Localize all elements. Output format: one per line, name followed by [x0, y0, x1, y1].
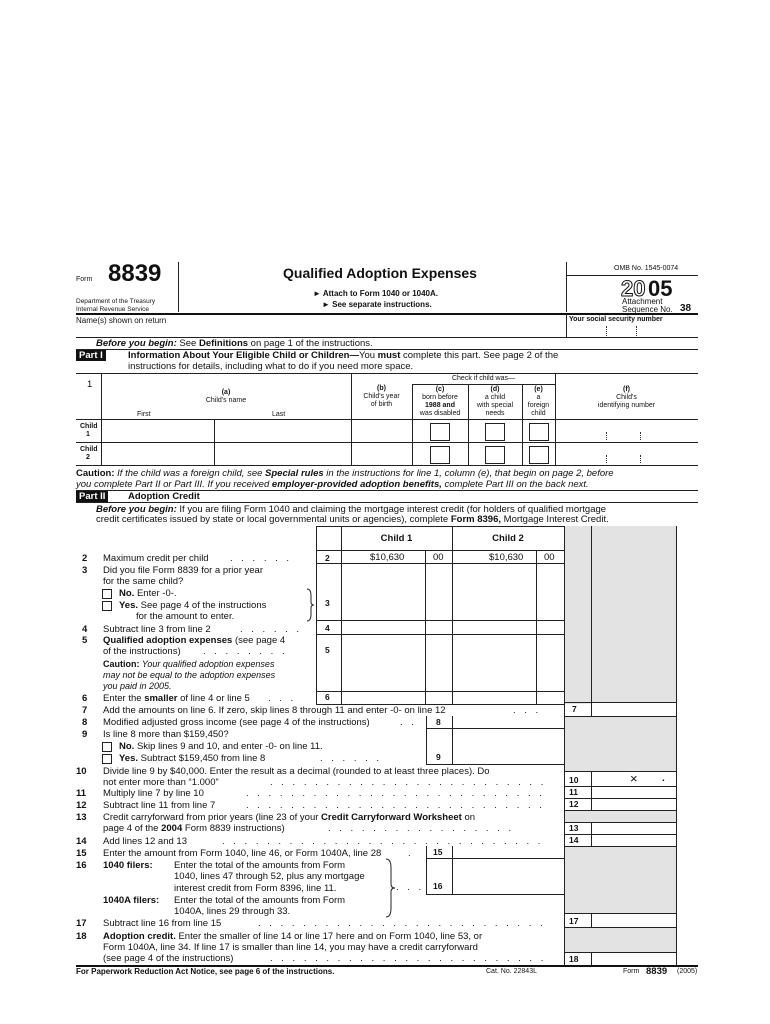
part1-title-line2: instructions for details, including what to do if you need more space.	[128, 361, 414, 372]
line-15-number: 15	[76, 848, 87, 859]
brace-icon	[305, 588, 315, 622]
line-3-no-checkbox[interactable]	[102, 589, 112, 599]
line-13-label	[103, 812, 475, 823]
title-text: You	[358, 350, 378, 361]
before-label: Before you begin:	[96, 338, 177, 349]
footer-form-number: 8839	[646, 966, 668, 977]
paperwork-notice: For Paperwork Reduction Act Notice, see page 6 of the instructions.	[76, 967, 335, 976]
line-9-yes-checkbox[interactable]	[102, 754, 112, 764]
leader-dots: . . . . . . . . . . . . . . . . . . . . . . . . . . .	[246, 788, 545, 799]
divider	[426, 764, 564, 765]
line-6-text: of line 4 or line 5	[177, 693, 250, 704]
caution-text: complete Part III on the back next.	[441, 479, 589, 490]
attach-instruction: ► Attach to Form 1040 or 1040A.	[313, 289, 438, 298]
caution-line-2	[76, 479, 589, 490]
line-13-box-number: 13	[569, 823, 579, 833]
line-13-label-2	[103, 823, 285, 834]
line-13-text: Credit carryforward from prior years (line 23 of your	[103, 812, 322, 823]
line-3-number: 3	[82, 565, 88, 576]
no-text: Skip lines 9 and 10, and enter -0- on line 11.	[134, 741, 323, 752]
line-9-no-option	[119, 741, 323, 752]
caution-bold: employer-provided adoption benefits,	[271, 479, 442, 490]
grid-line	[426, 846, 427, 894]
shaded-area	[565, 928, 676, 952]
line-10-label-2: not enter more than “1.000”	[103, 777, 219, 788]
line-14-number: 14	[76, 836, 87, 847]
line-10-box-number: 10	[569, 775, 579, 785]
leader-dots: . .	[400, 717, 417, 728]
line-2-number: 2	[82, 553, 88, 564]
caution-label: Caution:	[103, 659, 140, 669]
line-3-child-2-input[interactable]	[453, 564, 535, 620]
col-d-label-2: with special	[476, 402, 514, 409]
before-bold: Form 8396,	[450, 514, 502, 525]
leader-dots: . . . . . . . . . . . . . . . . . . . . . . . . .	[270, 777, 547, 788]
line-13-number: 13	[76, 812, 87, 823]
child-1-number: 1	[86, 431, 90, 438]
ssn-separator	[606, 455, 607, 463]
line-15-box-number: 15	[433, 847, 443, 857]
grid-line	[426, 716, 427, 764]
grid-line	[412, 384, 555, 385]
dept-line-1: Department of the Treasury	[76, 298, 156, 305]
child-2-column-header: Child 2	[492, 533, 524, 544]
line-13-bold: 2004	[161, 823, 183, 834]
leader-dots: . . . . . . . . . . . . . . . . .	[328, 823, 515, 834]
line-16-1040a-text-1: Enter the total of the amounts from Form	[174, 895, 346, 906]
line-17-number: 17	[76, 918, 87, 929]
col-b-letter: (b)	[377, 385, 386, 392]
before-bold: Definitions	[198, 338, 249, 349]
ssn-separator	[606, 326, 608, 336]
col-c-label-1: born before	[422, 394, 458, 401]
leader-dots: . . . . . . . . . . . . . . . . . . . . . . . . . . . . .	[222, 836, 544, 847]
line-6-bold: smaller	[144, 693, 178, 704]
line-5-box-number: 5	[325, 645, 330, 655]
leader-dots: . . .	[396, 882, 425, 893]
col-e-label-2: foreign	[527, 402, 550, 409]
caution-text: you complete Part II or Part III. If you received	[76, 479, 272, 490]
line-9-yes-option	[119, 753, 265, 764]
line-4-label: Subtract line 3 from line 2	[103, 624, 211, 635]
line-5-label	[103, 635, 285, 646]
leader-dots: .	[408, 848, 414, 859]
line-11-box-number: 11	[569, 787, 578, 797]
col-e-label-1: a	[536, 394, 541, 401]
divider	[76, 313, 698, 315]
leader-dots: . . . . . . . . . . . . . . . . . . . . . . . . . . .	[246, 800, 545, 811]
line-5-text: (see page 4	[232, 635, 286, 646]
title-rest: complete this part. See page 2 of the	[400, 350, 559, 361]
col-a-letter: (a)	[221, 389, 231, 396]
yes-text: Subtract $159,450 from line 8	[138, 753, 266, 764]
see-instruction: ► See separate instructions.	[322, 300, 432, 309]
line-6-label	[103, 693, 250, 704]
line-7-input[interactable]	[592, 703, 676, 716]
dept-line-2: Internal Revenue Service	[76, 306, 149, 313]
col-d-label-3: needs	[485, 410, 505, 417]
col-d-letter: (d)	[490, 386, 500, 393]
divider	[316, 691, 564, 692]
line-12-number: 12	[76, 800, 87, 811]
line-3-label: Did you file Form 8839 for a prior year	[103, 565, 263, 576]
yes-label: Yes.	[119, 600, 139, 611]
line-17-label: Subtract line 16 from line 15	[103, 918, 222, 929]
line-4-box-number: 4	[325, 623, 330, 633]
col-b-label-2: of birth	[370, 401, 393, 408]
no-label: No.	[119, 741, 135, 752]
catalog-number: Cat. No. 22843L	[486, 968, 537, 975]
line-15-input[interactable]	[453, 847, 563, 858]
col-a-label: Child's name	[205, 397, 247, 404]
child-1-last-name-field[interactable]	[215, 420, 350, 441]
grid-line	[425, 550, 426, 704]
line-8-label: Modified adjusted gross income (see page 4 of the instructions)	[103, 717, 370, 728]
before-text: See	[176, 338, 199, 349]
line-11-input[interactable]	[592, 787, 676, 798]
part2-tag: Part II	[76, 491, 108, 502]
title-must: must	[377, 350, 401, 361]
divider	[566, 314, 567, 337]
divider	[316, 620, 564, 621]
line-5-child-1-input[interactable]	[342, 635, 424, 691]
leader-dots: . . . . . .	[230, 553, 293, 564]
col-c-label-3: was disabled	[419, 410, 461, 417]
child-1-first-name-field[interactable]	[102, 420, 213, 441]
leader-dots: . . .	[268, 693, 297, 704]
line-6-box-number: 6	[325, 692, 330, 702]
line-13-input[interactable]	[592, 823, 676, 834]
child-2-special-needs-checkbox[interactable]	[485, 446, 505, 464]
before-text: credit certificates issued by state or local governmental units or agencies), complete	[96, 514, 451, 525]
line-16-input[interactable]	[453, 859, 563, 894]
leader-dots: . . . . . .	[240, 624, 303, 635]
caution-text: If the child was a foreign child, see	[114, 468, 266, 479]
line-17-box-number: 17	[569, 916, 579, 926]
line-5-bold: Qualified adoption expenses	[103, 635, 233, 646]
child-1-disabled-checkbox[interactable]	[430, 423, 450, 441]
brace-icon	[384, 858, 396, 918]
child-1-column-header: Child 1	[380, 533, 413, 544]
line-3-label-2: for the same child?	[103, 576, 184, 587]
divider	[76, 373, 698, 374]
line-3-yes-option	[119, 600, 266, 611]
sequence-label: Sequence No.	[622, 305, 673, 314]
part1-title	[128, 350, 558, 361]
line-9-input[interactable]	[453, 729, 563, 764]
child-1-foreign-checkbox[interactable]	[529, 423, 549, 441]
line-14-input[interactable]	[592, 835, 676, 846]
col-c-letter: (c)	[435, 386, 445, 393]
line-12-input[interactable]	[592, 799, 676, 810]
divider	[76, 502, 698, 503]
line-8-box-number: 8	[436, 717, 441, 727]
line-12-label: Subtract line 11 from line 7	[103, 800, 216, 811]
child-2-foreign-checkbox[interactable]	[529, 446, 549, 464]
divider	[426, 894, 564, 895]
shaded-area	[565, 717, 676, 771]
line-13-text: on	[461, 812, 476, 823]
shaded-area	[565, 811, 676, 822]
line-16-1040a-text-2: 1040A, lines 29 through 33.	[174, 906, 291, 917]
caution-bold: Special rules	[265, 468, 324, 479]
omb-number: OMB No. 1545-0074	[614, 265, 679, 272]
col-f-label-1: Child's	[616, 394, 637, 401]
line-9-box-number: 9	[436, 752, 441, 762]
line-11-label: Multiply line 7 by line 10	[103, 788, 204, 799]
before-text: Mortgage Interest Credit.	[501, 514, 609, 525]
line-14-label: Add lines 12 and 13	[103, 836, 187, 847]
form-title: Qualified Adoption Expenses	[283, 265, 477, 281]
col-first-label: First	[137, 411, 151, 418]
line-6-text: Enter the	[103, 693, 145, 704]
line-15-label: Enter the amount from Form 1040, line 46, or Form 1040A, line 28	[103, 848, 382, 859]
grid-line	[76, 465, 698, 466]
no-label: No.	[119, 588, 135, 599]
line-1-number: 1	[87, 379, 93, 390]
line-18-bold: Adoption credit.	[103, 931, 176, 942]
line-13-text: Form 8839 instructions)	[182, 823, 285, 834]
divider	[178, 262, 179, 312]
no-text: Enter -0-.	[134, 588, 177, 599]
yes-label: Yes.	[119, 753, 139, 764]
leader-dots: . . . . . . . . . . . . . . . . . . . . . . . . . .	[258, 918, 546, 929]
col-f-label-2: identifying number	[597, 402, 656, 409]
part2-title: Adoption Credit	[128, 491, 200, 502]
line-3-child-1-input[interactable]	[342, 564, 424, 620]
line-7-label: Add the amounts on line 6. If zero, skip lines 8 through 11 and enter -0- on line 12	[103, 705, 446, 716]
caution-label: Caution:	[76, 468, 115, 479]
shaded-area	[592, 526, 676, 702]
child-2-year-of-birth-field[interactable]	[352, 443, 411, 464]
line-3-box-number: 3	[325, 598, 330, 608]
year-outline: 20	[621, 276, 646, 301]
line-7-box-number: 7	[572, 704, 577, 714]
check-if-label: Check if child was—	[451, 375, 516, 382]
shaded-area	[565, 847, 676, 913]
ssn-separator	[636, 326, 638, 336]
form-label: Form	[76, 276, 93, 283]
line-5-label-2: of the instructions)	[103, 646, 181, 657]
col-e-label-3: child	[531, 410, 546, 417]
child-2-disabled-checkbox[interactable]	[430, 446, 450, 464]
child-2-first-name-field[interactable]	[102, 443, 213, 464]
line-18-text: Enter the smaller of line 14 or line 17 here and on Form 1040, line 53, or	[175, 931, 483, 942]
leader-dots: . . . . . .	[320, 753, 383, 764]
line-16-1040-text-3: interest credit from Form 8396, line 11.	[174, 883, 337, 894]
line-16-1040a-label: 1040A filers:	[103, 895, 160, 906]
footer-year: (2005)	[677, 968, 698, 975]
grid-line	[536, 550, 537, 704]
divider	[316, 550, 564, 551]
line-18-label-2: Form 1040A, line 34. If line 17 is smaller than line 14, you may have a credit carryforward	[103, 942, 478, 953]
line-16-1040-text-1: Enter the total of the amounts from Form	[174, 860, 346, 871]
line-2-label: Maximum credit per child	[103, 553, 209, 564]
child-1-year-of-birth-field[interactable]	[352, 420, 411, 441]
ssn-label: Your social security number	[569, 316, 663, 323]
line-3-yes-text-2: for the amount to enter.	[136, 611, 235, 622]
line-17-input[interactable]	[592, 914, 676, 927]
line-16-box-number: 16	[433, 881, 443, 891]
col-c-label-2: 1988 and	[425, 402, 455, 409]
line-5-caution-2: may not be equal to the adoption expenses	[103, 670, 276, 680]
caution-text: Your qualified adoption expenses	[139, 659, 275, 669]
leader-dots: . . . . . . . .	[203, 646, 288, 657]
line-2-child-1-cents: 00	[433, 552, 444, 563]
ssn-separator	[640, 432, 641, 440]
child-1-identifying-number-field[interactable]	[556, 420, 697, 441]
title-bold: Information About Your Eligible Child or Children—	[128, 350, 359, 361]
line-14-box-number: 14	[569, 835, 579, 845]
grid-line	[316, 526, 317, 704]
line-5-caution-3: you paid in 2005.	[103, 681, 172, 691]
before-label: Before you begin:	[96, 504, 177, 515]
child-1-special-needs-checkbox[interactable]	[485, 423, 505, 441]
before-end: on page 1 of the instructions.	[248, 338, 373, 349]
line-5-child-2-input[interactable]	[453, 635, 535, 691]
col-last-label: Last	[272, 411, 286, 418]
col-e-letter: (e)	[534, 386, 543, 393]
shaded-area	[565, 526, 591, 704]
leader-dots: . . .	[513, 705, 542, 716]
line-9-no-checkbox[interactable]	[102, 742, 112, 752]
line-12-box-number: 12	[569, 799, 579, 809]
grid-line	[676, 526, 677, 966]
names-label: Name(s) shown on return	[76, 316, 167, 325]
part1-before-begin	[96, 338, 373, 349]
part2-before-begin-2	[96, 514, 609, 525]
line-5-number: 5	[82, 635, 88, 646]
line-18-input[interactable]	[592, 953, 676, 965]
line-18-box-number: 18	[569, 954, 579, 964]
line-4-number: 4	[82, 624, 88, 635]
child-2-last-name-field[interactable]	[215, 443, 350, 464]
line-7-number: 7	[82, 705, 88, 716]
line-9-label: Is line 8 more than $159,450?	[103, 729, 229, 740]
line-8-number: 8	[82, 717, 88, 728]
line-8-input[interactable]	[453, 717, 563, 728]
line-18-label-3: (see page 4 of the instructions)	[103, 953, 234, 964]
line-16-1040-label: 1040 filers:	[103, 860, 153, 871]
col-f-letter: (f)	[623, 386, 630, 393]
line-10-multiply-sign: ×	[630, 771, 638, 786]
attachment-label: Attachment	[622, 297, 663, 306]
line-18-number: 18	[76, 931, 87, 942]
line-10-input[interactable]	[592, 772, 676, 786]
yes-text: See page 4 of the instructions	[138, 600, 267, 611]
divider	[316, 526, 592, 527]
line-2-child-1-amount: $10,630	[370, 552, 405, 563]
line-2-child-2-amount: $10,630	[489, 552, 524, 563]
form-number: 8839	[108, 260, 162, 287]
footer-form-label: Form	[623, 968, 640, 975]
col-d-label-1: a child	[484, 394, 506, 401]
line-11-number: 11	[76, 788, 87, 799]
line-9-number: 9	[82, 729, 88, 740]
col-b-label-1: Child's year	[363, 393, 400, 400]
child-1-label: Child	[80, 423, 98, 430]
line-10-number: 10	[76, 766, 87, 777]
leader-dots: . . . . . . . . . . . . . . . . . . . . . . . . .	[270, 953, 547, 964]
line-13-bold: Credit Carryforward Worksheet	[321, 812, 462, 823]
line-16-1040-text-2: 1040, lines 47 through 52, plus any mortgage	[174, 871, 365, 882]
before-text: If you are filing Form 1040 and claiming the mortgage interest credit (for holders of qualified mortgage	[176, 504, 607, 515]
line-2-child-2-cents: 00	[544, 552, 555, 563]
line-3-no-option	[119, 588, 177, 599]
divider	[566, 262, 567, 312]
line-10-label: Divide line 9 by $40,000. Enter the result as a decimal (rounded to at least three places). Do	[103, 766, 490, 777]
caution-text: in the instructions for line 1, column (e), that begin on page 2, before	[323, 468, 614, 479]
ssn-separator	[640, 455, 641, 463]
part1-tag: Part I	[76, 350, 106, 361]
line-10-decimal-point: .	[662, 773, 665, 784]
caution-line-1	[76, 468, 614, 479]
line-3-yes-checkbox[interactable]	[102, 601, 112, 611]
line-18-label	[103, 931, 482, 942]
line-2-box-number: 2	[325, 553, 330, 563]
child-2-identifying-number-field[interactable]	[556, 443, 697, 464]
line-6-number: 6	[82, 693, 88, 704]
sequence-number: 38	[680, 303, 692, 314]
line-16-number: 16	[76, 860, 87, 871]
year-bold: 05	[648, 276, 673, 301]
line-13-text: page 4 of the	[103, 823, 162, 834]
ssn-separator	[606, 432, 607, 440]
line-5-caution	[103, 659, 274, 669]
child-2-label: Child	[80, 446, 98, 453]
child-2-number: 2	[86, 454, 90, 461]
